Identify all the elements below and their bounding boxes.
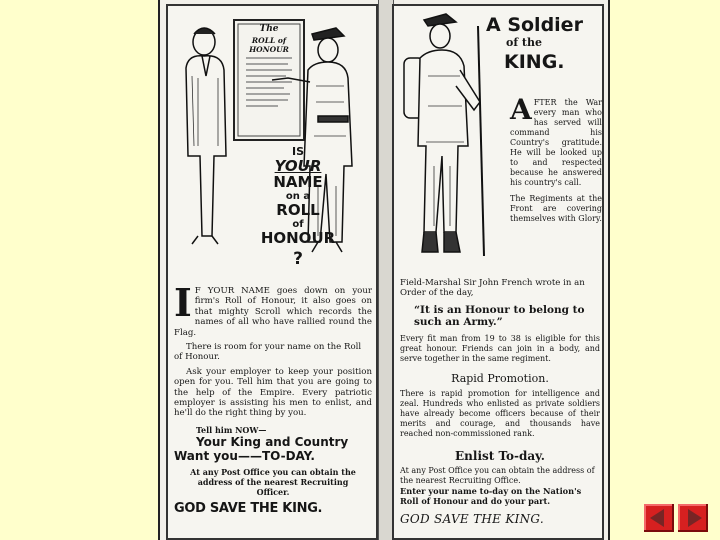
previous-slide-button[interactable] (644, 504, 674, 532)
right-quote: “It is an Honour to belong to such an Army.” (414, 303, 585, 328)
king-country-line-1: Your King and Country (196, 434, 349, 449)
left-para-2: There is room for your name on the Roll of Honour. (174, 342, 362, 363)
right-eligible: Every fit man from 19 to 38 is eligible for this great honour. Friends can join in a body, and serve together in the same regiment. (400, 333, 600, 363)
left-para-3: Ask your employer to keep your position open for you. Tell him that you are going to the help of the Empire. Every patriotic employer is assisting his men to enlist, and he'll do the right thing by you. (174, 366, 372, 419)
enter-your-name: Enter your name to-day on the Nation's Roll of Honour and do your part. (400, 485, 582, 506)
poster-scan (158, 0, 610, 540)
left-poster (166, 4, 378, 540)
left-para-1: F YOUR NAME goes down on your firm's Roll of Honour, it also goes on that mighty Scroll which records the names of all who have rallied round the Flag. (174, 286, 372, 338)
arrow-left-icon (644, 504, 674, 532)
headline-on-a: on a (285, 191, 311, 202)
headline-honour: HONOUR (260, 229, 336, 247)
rapid-promotion-text: There is rapid promotion for intelligence and zeal. Hundreds who enlisted as private soldiers have already become officers because of their merits and courage, and thousands have reached non-commissioned rank. (400, 388, 600, 438)
right-regiments: The Regiments at the Front are covering themselves with Glory. (510, 194, 602, 223)
right-after-the-war: FTER the War every man who has served will command his Country's gratitude. He will be looked up to and respected because he answered his country's call. (510, 98, 602, 187)
left-body (174, 280, 372, 516)
title-a-soldier: A Soldier (486, 14, 583, 36)
headline-your: YOUR (274, 157, 322, 175)
headline-question: ? (293, 249, 303, 269)
headline-is: IS (291, 145, 304, 158)
headline-of: of (292, 219, 304, 230)
right-poster (392, 4, 604, 540)
tell-him-now: Tell him NOW— (196, 424, 267, 435)
right-column-text (510, 93, 602, 224)
right-body (400, 278, 600, 526)
arrow-right-icon (678, 504, 708, 532)
enlist-today-heading: Enlist To-day. (455, 448, 545, 463)
next-slide-button[interactable] (678, 504, 708, 532)
king-country-line-2: Want you——TO-DAY. (174, 448, 315, 463)
drop-cap-i: I (174, 280, 192, 325)
left-headline (228, 146, 368, 271)
rapid-promotion-heading: Rapid Promotion. (451, 371, 549, 385)
enlist-today-text: At any Post Office you can obtain the address of the nearest Recruiting Office. (400, 465, 595, 485)
board-sign-title: ROLL of HONOUR (249, 36, 289, 54)
right-god-save-the-king: GOD SAVE THE KING. (400, 511, 545, 526)
board-sign-the: The (259, 24, 279, 34)
right-title (486, 14, 602, 74)
left-post-office: At any Post Office you can obtain the address of the nearest Recruiting Officer. (190, 466, 356, 497)
right-field-marshal: Field-Marshal Sir John French wrote in an Order of the day, (400, 278, 585, 299)
drop-cap-a: A (510, 93, 532, 126)
headline-roll: ROLL (276, 201, 320, 219)
title-king: KING. (504, 51, 565, 73)
headline-name: NAME (273, 173, 323, 191)
left-god-save-the-king: GOD SAVE THE KING. (174, 500, 323, 516)
title-of-the: of the (506, 36, 542, 49)
